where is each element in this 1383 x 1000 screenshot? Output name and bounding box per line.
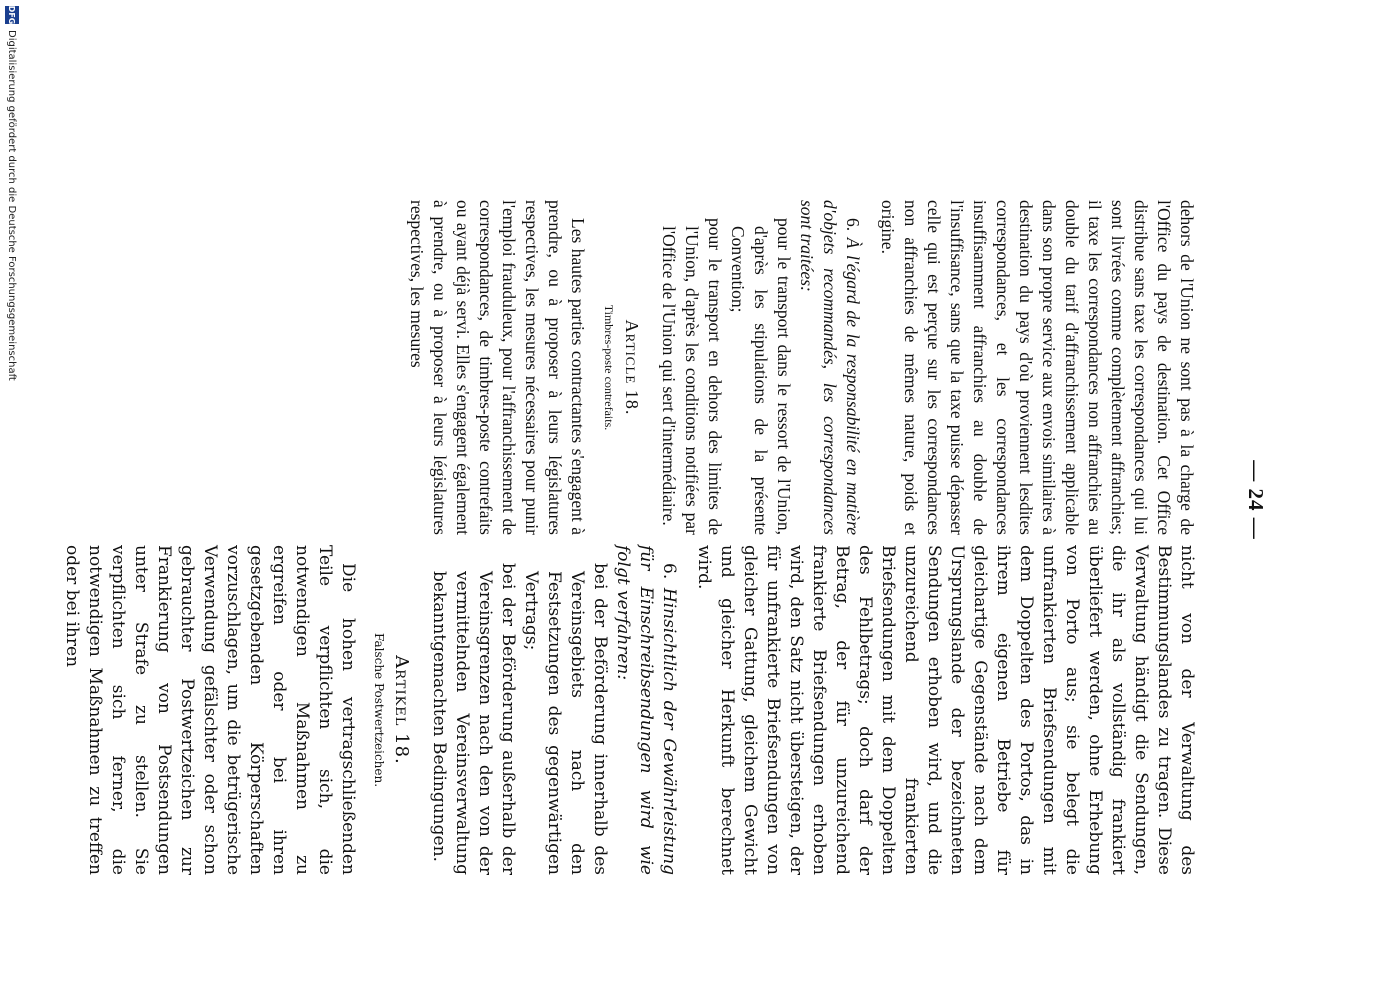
french-article-title: Article 18. [622,319,642,416]
german-article-title: Artikel 18. [391,655,412,765]
french-section-6 [795,200,864,535]
german-column [60,545,1198,875]
german-list-item-1: bei der Beförderung innerhalb des Vereinsgebiets nach den Festsetzungen des gegenwärtigen Vertrags; [521,563,610,875]
french-article-subtitle: Timbres-poste contrefaits. [602,304,616,431]
page-number: — 24 — [1244,460,1268,540]
french-list-item-2: pour le transport en dehors des limites de l'Union, d'après les conditions notifiées par l'Office de l'Union qui sert d'intermédiaire. [659,218,725,535]
french-paragraph-continued: dehors de l'Union ne sont pas à la charge de l'Office du pays de destination. Cet Office distribue sans taxe les correspondances qui lui sont livrées comme complètement affranchies; il taxe les correspondances non affranchies au double du tarif d'affranchissement applicable dans son propre service aux envois similaires à destination du pays d'où proviennent lesdites correspondances, et les correspondances insuffisamment affranchies au double de l'insuffisance, sans que la taxe puisse dépasser celle qui est perçue sur les correspondances non affranchies de mêmes nature, poids et origine. [878,200,1197,535]
digitization-credit: Digitalisierung gefördert durch die Deutsche Forschungsgemeinschaft [6,30,18,381]
french-list-item-1: pour le transport dans le ressort de l'Union, d'après les stipulations de la présente Convention; [728,218,794,535]
german-section-number: 6. [659,563,679,580]
german-paragraph-continued: nicht von der Verwaltung des Bestimmungslandes zu tragen. Diese Verwaltung händigt die Sendungen, die ihr als vollständig frankiert überliefert werden, ohne Erhebung von Porto aus; sie belegt die unfrankierten Briefsendungen mit dem Doppelten des Portos, das in ihrem eigenen Betriebe für gleichartige Gegenstände nach dem Ursprungslande der bezeichneten Sendungen erhoben wird, und die unzureichend frankierten Briefsendungen mit dem Doppelten des Fehlbetrags; doch darf der Betrag, der für unzureichend frankierte Briefsendungen erhoben wird, den Satz nicht übersteigen, der für unfrankierte Briefsendungen von gleicher Gattung, gleichem Gewicht und gleicher Herkunft berechnet wird. [694,545,1197,875]
german-list-item-2: bei der Beförderung außerhalb der Vereinsgrenzen nach den von der vermittelnden Vereinsverwaltung bekanntgemachten Bedingungen. [429,563,518,875]
dfg-logo: DFG [5,6,19,24]
german-section-heading: Hinsichtlich der Gewährleistung für Einschreibsendungen wird wie folgt verfahren: [613,545,679,875]
french-section-heading: À l'égard de la responsabilité en matière d'objets recommandés, les correspondances sont traitées: [797,200,863,535]
french-article-body: Les hautes parties contractantes s'engagent à prendre, ou à proposer à leurs législatures respectives, les mesures nécessaires pour punir l'emploi frauduleux, pour l'affranchissement de correspondances, de timbres-poste contrefaits ou ayant déjà servi. Elles s'engagent également à prendre, ou à proposer à leurs législatures respectives, les mesures [407,200,588,535]
german-article-body: Die hohen vertragschließenden Teile verpflichten sich, die notwendigen Maßnahmen zu ergreifen oder bei ihren gesetzgebenden Körperschaften vorzuschlagen, um die betrügerische Verwendung gefälschter oder schon gebrauchter Postwertzeichen zur Frankierung von Postsendungen unter Strafe zu stellen. Sie verpflichten sich ferner, die notwendigen Maßnahmen zu treffen oder bei ihren [62,545,358,875]
french-column [405,200,1198,535]
digitization-credit-bar [1,0,23,1000]
german-section-6 [611,545,680,875]
german-article-subtitle: Falsche Postwertzeichen. [372,632,386,788]
french-section-number: 6. [843,218,863,232]
